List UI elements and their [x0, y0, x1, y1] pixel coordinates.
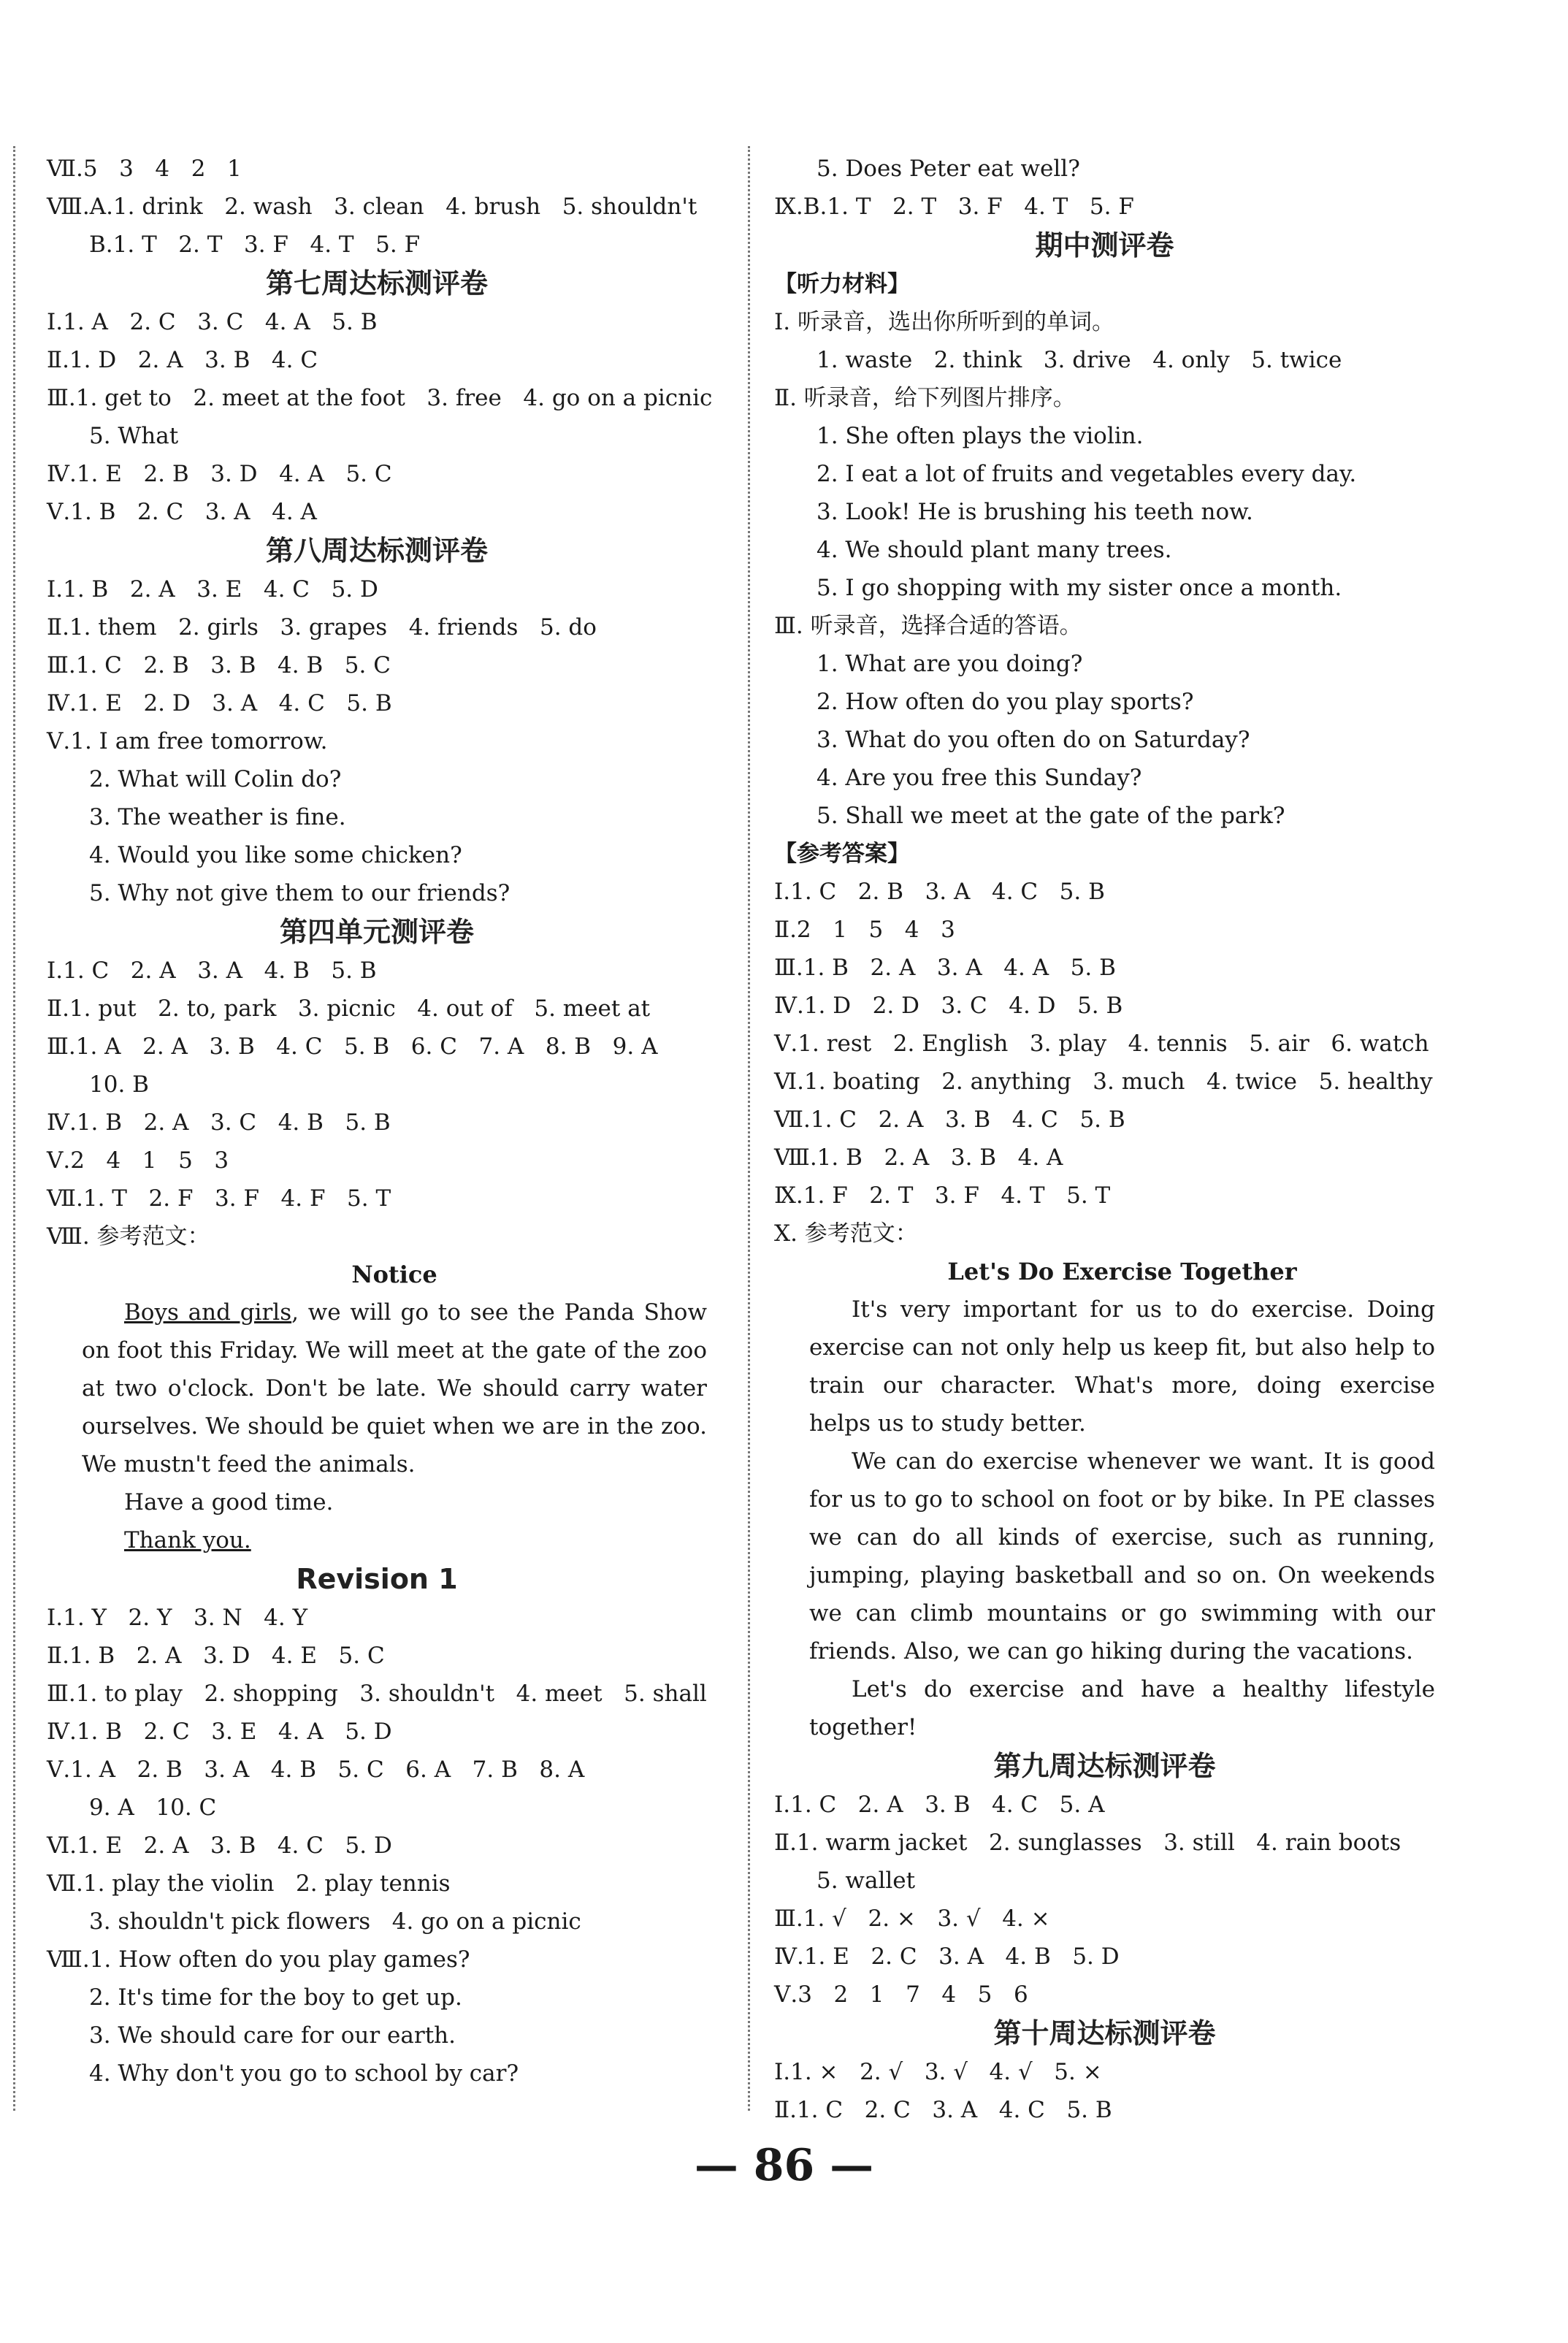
answer-line: 5. I go shopping with my sister once a month.: [816, 575, 1342, 601]
answer-line: 1. waste 2. think 3. drive 4. only 5. twice: [816, 347, 1342, 373]
answer-line: Ⅴ.1. rest 2. English 3. play 4. tennis 5. air 6. watch: [774, 1031, 1429, 1057]
answer-line: Ⅶ.1. C 2. A 3. B 4. C 5. B: [774, 1106, 1125, 1133]
answer-line: Ⅲ.1. C 2. B 3. B 4. B 5. C: [47, 652, 391, 679]
answer-line: 4. Would you like some chicken?: [89, 842, 462, 868]
answer-line: Ⅲ.1. to play 2. shopping 3. shouldn't 4. meet 5. shall: [47, 1681, 707, 1707]
answer-line: Ⅳ.1. E 2. D 3. A 4. C 5. B: [47, 690, 392, 716]
answer-line: Ⅸ.B.1. T 2. T 3. F 4. T 5. F: [774, 194, 1134, 220]
left-dotted-margin: [13, 146, 15, 2111]
answer-line: Ⅱ.1. C 2. C 3. A 4. C 5. B: [774, 2097, 1112, 2123]
notice-closing-1: Have a good time.: [124, 1489, 334, 1516]
answer-line: 1. What are you doing?: [816, 651, 1083, 677]
essay-paragraph-1: It's very important for us to do exercise. Doing exercise can not only help us keep fit, but also help to train our character. What's more, doing exercise helps us to study better.: [809, 1296, 1435, 1437]
answer-line: 9. A 10. C: [89, 1794, 217, 1821]
answer-line: 3. The weather is fine.: [89, 804, 346, 830]
answer-line: 1. She often plays the violin.: [816, 423, 1144, 449]
section-heading: Revision 1: [296, 1563, 458, 1595]
left-answer-lines-2: [47, 1559, 707, 2092]
answer-line: Ⅲ.1. √ 2. × 3. √ 4. ×: [774, 1906, 1050, 1932]
notice-closing-2: [82, 1521, 707, 1559]
answer-line: Ⅷ.1. B 2. A 3. B 4. A: [774, 1144, 1063, 1171]
answer-line: Ⅶ.5 3 4 2 1: [47, 156, 242, 182]
answer-line: 3. What do you often do on Saturday?: [816, 727, 1250, 753]
answer-line: Ⅴ.2 4 1 5 3: [47, 1147, 229, 1174]
answer-line: Ⅰ.1. A 2. C 3. C 4. A 5. B: [47, 309, 378, 335]
answer-line: Ⅷ. 参考范文：: [47, 1223, 210, 1250]
answer-line: Ⅴ.1. B 2. C 3. A 4. A: [47, 499, 317, 525]
answer-line: Ⅴ.1. I am free tomorrow.: [47, 728, 328, 754]
answer-line: 5. Does Peter eat well?: [816, 156, 1080, 182]
page-number: — 86 —: [694, 2140, 874, 2191]
answer-line: Ⅲ. 听录音，选择合适的答语。: [774, 613, 1082, 639]
answer-line: Ⅴ.3 2 1 7 4 5 6: [774, 1981, 1028, 2008]
section-heading: 期中测评卷: [1035, 229, 1174, 261]
answer-line: Ⅱ.1. them 2. girls 3. grapes 4. friends 5. do: [47, 614, 597, 641]
answer-line: Ⅶ.1. play the violin 2. play tennis: [47, 1870, 451, 1897]
left-answer-lines: [47, 150, 713, 1255]
answer-line: Ⅵ.1. E 2. A 3. B 4. C 5. D: [47, 1832, 392, 1859]
essay-title: Let's Do Exercise Together: [947, 1258, 1297, 1285]
answer-line: 【参考答案】: [774, 841, 910, 867]
answer-line: Ⅰ.1. Y 2. Y 3. N 4. Y: [47, 1605, 308, 1631]
answer-line: 2. What will Colin do?: [89, 766, 342, 792]
answer-line: Ⅱ.1. put 2. to, park 3. picnic 4. out of 5. meet at: [47, 995, 651, 1022]
answer-line: 【听力材料】: [774, 271, 910, 297]
answer-line: Ⅳ.1. D 2. D 3. C 4. D 5. B: [774, 993, 1123, 1019]
answer-line: Ⅵ.1. boating 2. anything 3. much 4. twice 5. healthy: [774, 1069, 1433, 1095]
section-heading: 第七周达标测评卷: [265, 267, 488, 299]
right-answer-lines-2: [774, 1746, 1435, 2129]
answer-line: Ⅰ. 听录音，选出你所听到的单词。: [774, 309, 1114, 335]
answer-line: 4. Why don't you go to school by car?: [89, 2060, 519, 2087]
answer-line: Ⅷ.A.1. drink 2. wash 3. clean 4. brush 5. shouldn't: [47, 194, 697, 220]
answer-line: Ⅲ.1. get to 2. meet at the foot 3. free 4. go on a picnic: [47, 385, 713, 411]
answer-line: 3. Look! He is brushing his teeth now.: [816, 499, 1253, 525]
left-column: [47, 150, 713, 2092]
essay-paragraph-2: We can do exercise whenever we want. It is good for us to go to school on foot or by bike. In PE classes we can do all kinds of exercise, such as running, jumping, playing basketball and so on. On weekends we can climb mountains or go swimming with our friends. Also, we can go hiking during the vacations.: [809, 1448, 1435, 1664]
answer-line: 3. We should care for our earth.: [89, 2022, 456, 2049]
answer-line: Ⅳ.1. E 2. C 3. A 4. B 5. D: [774, 1943, 1120, 1970]
answer-line: Ⅷ.1. How often do you play games?: [47, 1946, 470, 1973]
answer-line: Ⅸ.1. F 2. T 3. F 4. T 5. T: [774, 1182, 1111, 1209]
column-divider: [748, 146, 750, 2111]
answer-line: Ⅱ.1. B 2. A 3. D 4. E 5. C: [47, 1643, 385, 1669]
notice-body-text: , we will go to see the Panda Show on foot this Friday. We will meet at the gate of the zoo at two o'clock. Don't be late. We should carry water ourselves. We should be quiet when we are in the zoo. We mustn't feed the animals.: [82, 1299, 707, 1478]
answer-line: Ⅳ.1. B 2. C 3. E 4. A 5. D: [47, 1719, 392, 1745]
notice-title: Notice: [351, 1261, 437, 1288]
essay-paragraph-3: Let's do exercise and have a healthy lifestyle together!: [809, 1676, 1435, 1740]
answer-line: 5. Why not give them to our friends?: [89, 880, 510, 906]
answer-line: 4. We should plant many trees.: [816, 537, 1172, 563]
answer-line: 2. It's time for the boy to get up.: [89, 1984, 462, 2011]
notice-greeting: Boys and girls: [124, 1299, 292, 1326]
right-answer-lines: [774, 150, 1435, 1253]
answer-line: Ⅶ.1. T 2. F 3. F 4. F 5. T: [47, 1185, 391, 1212]
answer-line: Ⅱ.1. warm jacket 2. sunglasses 3. still 4. rain boots: [774, 1830, 1401, 1856]
answer-line: Ⅴ.1. A 2. B 3. A 4. B 5. C 6. A 7. B 8. A: [47, 1757, 585, 1783]
answer-line: Ⅱ. 听录音，给下列图片排序。: [774, 385, 1076, 411]
answer-line: 10. B: [89, 1071, 149, 1098]
answer-line: 5. Shall we meet at the gate of the park?: [816, 803, 1285, 829]
answer-line: Ⅳ.1. B 2. A 3. C 4. B 5. B: [47, 1109, 391, 1136]
answer-line: Ⅰ.1. C 2. A 3. A 4. B 5. B: [47, 958, 377, 984]
answer-line: Ⅰ.1. C 2. B 3. A 4. C 5. B: [774, 879, 1105, 905]
section-heading: 第四单元测评卷: [279, 916, 474, 948]
section-heading: 第十周达标测评卷: [993, 2017, 1216, 2049]
right-column: [774, 150, 1435, 2129]
answer-line: 3. shouldn't pick flowers 4. go on a picnic: [89, 1908, 581, 1935]
answer-line: B.1. T 2. T 3. F 4. T 5. F: [89, 232, 421, 258]
answer-line: 2. I eat a lot of fruits and vegetables every day.: [816, 461, 1357, 487]
answer-line: 2. How often do you play sports?: [816, 689, 1194, 715]
answer-line: 4. Are you free this Sunday?: [816, 765, 1142, 791]
exercise-essay: [774, 1253, 1435, 1746]
answer-line: Ⅲ.1. B 2. A 3. A 4. A 5. B: [774, 955, 1116, 981]
answer-line: Ⅰ.1. B 2. A 3. E 4. C 5. D: [47, 576, 378, 603]
answer-line: Ⅱ.1. D 2. A 3. B 4. C: [47, 347, 318, 373]
notice-essay: [47, 1255, 707, 1559]
answer-line: Ⅰ.1. × 2. √ 3. √ 4. √ 5. ×: [774, 2059, 1102, 2085]
answer-line: Ⅲ.1. A 2. A 3. B 4. C 5. B 6. C 7. A 8. B 9. A: [47, 1033, 658, 1060]
answer-line: 5. wallet: [816, 1868, 916, 1894]
answer-line: Ⅱ.2 1 5 4 3: [774, 917, 955, 943]
answer-line: 5. What: [89, 423, 179, 449]
answer-line: Ⅳ.1. E 2. B 3. D 4. A 5. C: [47, 461, 392, 487]
notice-thanks: Thank you.: [124, 1527, 251, 1553]
section-heading: 第八周达标测评卷: [265, 535, 488, 567]
notice-body: [82, 1293, 707, 1483]
answer-line: Ⅰ.1. C 2. A 3. B 4. C 5. A: [774, 1792, 1105, 1818]
section-heading: 第九周达标测评卷: [993, 1750, 1216, 1782]
answer-line: Ⅹ. 参考范文：: [774, 1220, 918, 1247]
